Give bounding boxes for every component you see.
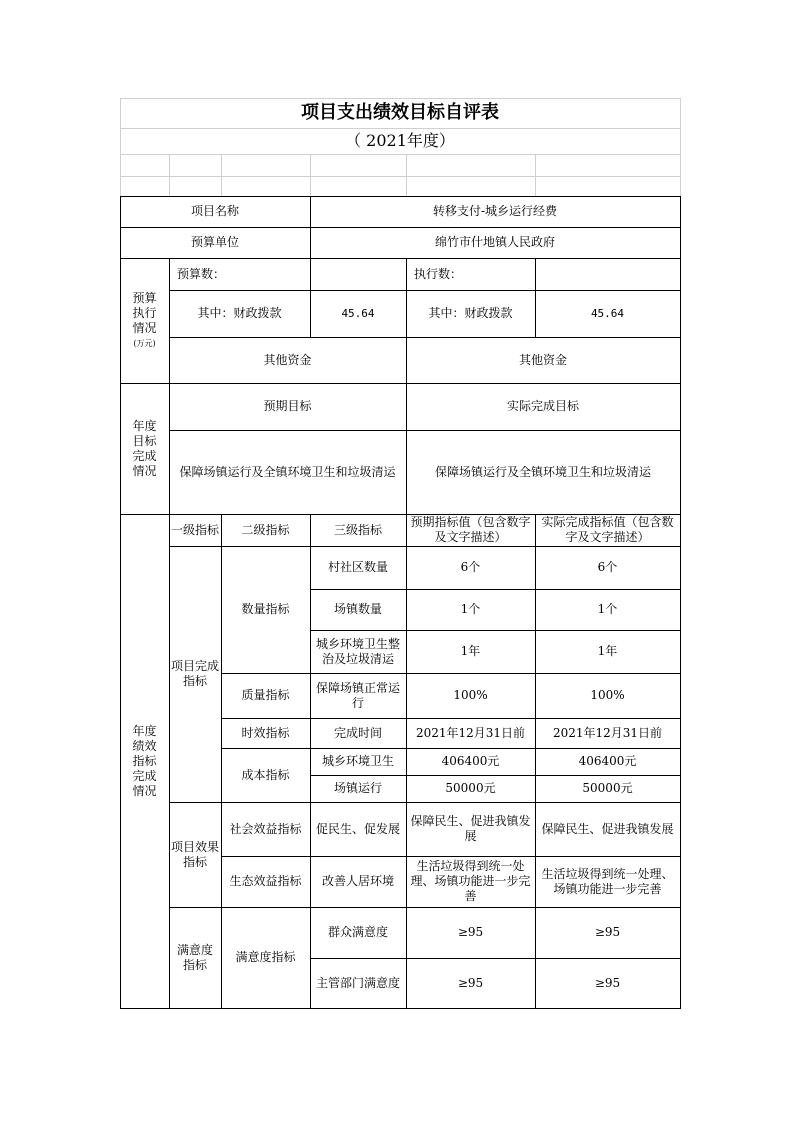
level3-indicator: 村社区数量 [327,560,388,574]
fiscal-exec-value: 45.64 [590,307,625,320]
header-level1: 一级指标 [171,522,220,537]
level3-indicator: 完成时间 [333,725,382,740]
section-label-line: 情况 [132,320,157,335]
other-funds-label-exec: 其他资金 [518,352,567,367]
section-label-line: 执行 [132,305,157,320]
grid-line [120,176,681,177]
actual-value: 1年 [597,644,618,658]
level2-social-benefit: 社会效益指标 [229,821,302,836]
actual-value: 2021年12月31日前 [552,725,663,740]
actual-goal-text: 保障场镇运行及全镇环境卫生和垃圾清运 [434,464,651,479]
budget-unit-label: 预算单位 [190,235,239,249]
expected-goal-text: 保障场镇运行及全镇环境卫生和垃圾清运 [179,464,396,479]
section-label-line: 完成 [132,448,157,463]
budget-unit-value: 绵竹市什地镇人民政府 [434,235,555,249]
header-level3: 三级指标 [333,522,382,537]
header-level2: 二级指标 [241,522,290,537]
fiscal-allocation-label: 其中：财政拨款 [197,306,282,320]
level3-indicator: 场镇数量 [333,602,382,616]
level1-label-line: 指标 [182,854,207,869]
grid-line [120,128,681,129]
level2-quantity: 数量指标 [241,602,290,616]
project-name-label: 项目名称 [190,204,239,218]
page-subtitle: （ 2021年度） [345,131,455,150]
grid-line [120,98,121,197]
grid-line [680,196,681,1009]
grid-line [680,98,681,197]
actual-value: ≥95 [594,975,621,990]
grid-line [221,154,222,197]
annual-goal-section-label [120,383,169,514]
expected-value: 6个 [460,560,481,574]
grid-line [120,154,681,155]
actual-value: 50000元 [582,781,633,795]
actual-value: 6个 [597,560,618,574]
level2-quality: 质量指标 [241,688,290,702]
fiscal-budget-value: 45.64 [341,307,375,320]
expected-value: ≥95 [457,975,484,990]
section-label-line: 预算 [132,290,157,305]
level3-indicator: 主管部门满意度 [315,975,400,990]
exec-amount-label: 执行数： [414,266,463,281]
section-label-line: 年度 [132,723,157,738]
section-label-line: 指标 [132,753,157,768]
level2-satisfaction: 满意度指标 [235,950,296,964]
budget-amount-label: 预算数： [177,266,226,281]
indicator-section-label [120,514,169,1008]
level1-satisfaction-indicator [169,907,221,1008]
level1-effect-indicator [169,802,221,907]
level2-timeliness: 时效指标 [241,725,290,740]
section-label-line: 情况 [132,783,157,798]
grid-line [406,154,407,197]
section-label-line: 目标 [132,433,157,448]
level1-output-indicator [169,546,221,802]
grid-line [169,154,170,197]
expected-value: 406400元 [441,754,500,768]
actual-goal-header: 实际完成目标 [506,399,579,413]
expected-value: 保障民生、促进我镇发展 [410,814,531,843]
level3-indicator: 城乡环境卫生整治及垃圾清运 [315,636,400,666]
expected-value: 100% [453,688,488,702]
budget-section-label [120,258,169,383]
expected-value: 1个 [460,602,481,616]
actual-value: ≥95 [594,925,621,939]
expected-value: 1年 [460,644,481,658]
page-title: 项目支出绩效目标自评表 [301,102,499,123]
other-funds-label: 其他资金 [263,352,312,367]
expected-goal-header: 预期目标 [263,399,312,413]
section-label-line: 情况 [132,463,157,478]
header-expected-value: 预期指标值（包含数字及文字描述） [410,515,531,544]
grid-line [310,154,311,197]
unit-label: (万元) [133,338,156,348]
level2-ecological-benefit: 生态效益指标 [229,874,302,888]
level1-label-line: 指标 [182,957,207,972]
level3-indicator: 保障场镇正常运行 [315,680,400,710]
section-label-line: 完成 [132,768,157,783]
actual-value: 100% [590,688,625,702]
expected-value: 2021年12月31日前 [415,725,526,740]
level3-indicator: 促民生、促发展 [315,821,400,836]
actual-value: 保障民生、促进我镇发展 [541,821,674,836]
header-actual-value: 实际完成指标值（包含数字及文字描述） [541,515,674,544]
actual-value: 1个 [597,602,618,616]
grid-line [120,1008,681,1009]
level1-label-line: 指标 [182,674,207,688]
section-label-line: 年度 [132,418,157,433]
level3-indicator: 群众满意度 [327,925,388,939]
actual-value: 406400元 [578,754,637,768]
level2-cost: 成本指标 [241,767,290,782]
level3-indicator: 城乡环境卫生 [321,754,394,768]
level3-indicator: 场镇运行 [333,781,382,795]
section-label-line: 绩效 [132,738,157,753]
level1-label-line: 满意度 [176,942,213,957]
level3-indicator: 改善人居环境 [321,874,394,888]
expected-value: 生活垃圾得到统一处理、场镇功能进一步完善 [410,859,531,903]
fiscal-allocation-label-exec: 其中：财政拨款 [428,306,513,320]
grid-line [535,154,536,197]
grid-line [120,98,681,99]
actual-value: 生活垃圾得到统一处理、场镇功能进一步完善 [541,866,674,896]
level1-label-line: 项目完成 [171,659,220,673]
expected-value: 50000元 [445,781,496,795]
level1-label-line: 项目效果 [171,839,220,854]
project-name-value: 转移支付-城乡运行经费 [432,204,558,218]
expected-value: ≥95 [457,925,484,939]
